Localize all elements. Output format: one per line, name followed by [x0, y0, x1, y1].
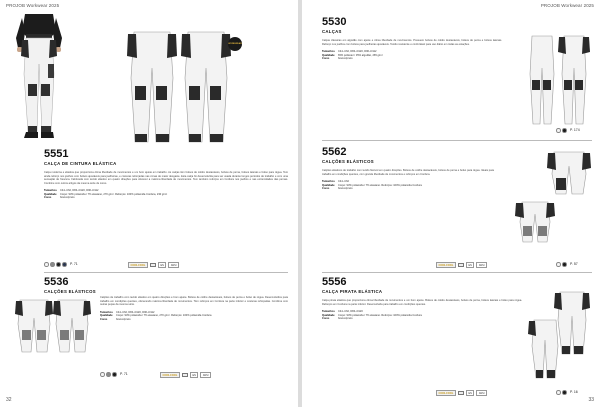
- cert-badges: [436, 262, 487, 268]
- spec-key: Cores: [322, 317, 330, 320]
- color-swatches: [556, 128, 580, 133]
- page-header: PROJOB Workwear 2025: [6, 3, 60, 8]
- page-header: PROJOB Workwear 2025: [540, 3, 594, 8]
- product-code: 5556: [322, 276, 347, 288]
- product-block-5556: [322, 276, 522, 320]
- spec-key: Tamanhos: [322, 180, 335, 184]
- swatch-icon[interactable]: [56, 262, 61, 267]
- product-description: Calções de trabalho com tecido elástico em quatro direções e bom ajuste. Bolsos de coldre destacáveis, bolsos de perna e bolso de régua. Desenvolvidos para trabalho em condições quentes, oferecendo máxima liberdade de movimentos. Têm reforços em Cordura na parte inferior e costuras reforçadas. Combine com outras peças da mesma série.: [100, 296, 288, 307]
- ansi-badge: ANSI: [168, 262, 179, 268]
- spec-key: Qualidade: [322, 183, 335, 187]
- page-number: 33: [588, 397, 594, 403]
- color-swatches: [44, 262, 78, 267]
- swatch-icon[interactable]: [556, 390, 561, 395]
- product-specs: [322, 180, 494, 190]
- logo-text: WORKWEAR: [228, 43, 242, 45]
- spec-value: Corpo: 93% poliamida / 7% elastano, 270 g/m². Reforços: 100% poliamida Cordura, 230 g/m²: [60, 192, 168, 196]
- model-photo: [12, 14, 66, 146]
- spec-value: Corpo: 93% poliamida / 7% elastano, 270 g/m². Reforços: 100% poliamida Cordura: [116, 314, 212, 318]
- certification-icon: [182, 373, 188, 377]
- spec-value: Corpo: 93% poliamida / 7% elastano. Reforços: 100% poliamida Cordura: [338, 183, 422, 187]
- cert-badges: [436, 390, 487, 396]
- spec-key: Cores: [44, 196, 52, 200]
- spec-key: Tamanhos: [322, 50, 335, 54]
- spec-value: Corpo: 93% poliamida / 7% elastano. Reforços: 100% poliamida Cordura: [338, 313, 422, 317]
- product-image-5536: [14, 296, 94, 356]
- shorts-white-icon: [508, 148, 594, 248]
- product-specs: [100, 311, 288, 321]
- product-block-5562: [322, 146, 494, 190]
- product-code: 5562: [322, 146, 347, 158]
- spec-value: branco/preto: [338, 317, 353, 320]
- spec-key: Tamanhos: [322, 310, 335, 314]
- swatch-icon[interactable]: [62, 262, 67, 267]
- page-reference: P. 71: [120, 372, 128, 377]
- pants-white-icon: [528, 290, 594, 382]
- spec-value: 65% poliéster / 35% algodão, 265 g/m²: [338, 53, 383, 57]
- product-image-5556: [528, 290, 594, 382]
- product-description: Calças clássicas em algodão com ajuste e ótima liberdade de movimentos. Possuem bolsos de coldre destacáveis, bolsos de perna e bolsos laterais. Reforço nos joelhos com bolsos para joelheiras ajustáveis. Tecido resistente e confortável para uso diário em todas as estações.: [322, 39, 502, 46]
- divider: [322, 272, 592, 273]
- divider: [44, 272, 288, 273]
- spec-key: Cores: [322, 187, 330, 190]
- en-badge: EN: [466, 390, 474, 396]
- product-name: CALÇÕES ELÁSTICOS: [322, 159, 374, 164]
- en-badge: EN: [158, 262, 166, 268]
- swatch-icon[interactable]: [100, 372, 105, 377]
- spec-value: C44–C62, D84–D120, D96–D112: [60, 189, 99, 193]
- certification-icon: [458, 263, 464, 267]
- ansi-badge: ANSI: [476, 390, 487, 396]
- spec-key: Cores: [100, 317, 108, 321]
- spec-value: C44–C62, D84–D120: [338, 310, 363, 314]
- product-description: Calça moderna e elástica que proporciona ótima liberdade de movimentos e um bom ajuste em trabalho. As calças têm bolsos de coldre destacáveis, bolsos de perna, bolsos laterais e bolso para régua. Tem ainda reforço nos joelhos com bolsos ajustáveis para joelheiras, e costuras reforçadas nas zonas de maior desgaste. Esta calça foi desenvolvida para ser usada durante longos períodos de trabalho e com uma sensação de frescura. Fabricada com tecido elástico em quatro direções para oferecer a máxima liberdade de movimentos. Tem também reforços em Cordura nos joelhos e nas extremidades das pernas. Combine com outros artigos da mesma série de cores.: [44, 171, 288, 185]
- swatch-icon[interactable]: [44, 262, 49, 267]
- en-badge: EN: [466, 262, 474, 268]
- spec-key: Qualidade: [100, 314, 113, 318]
- spec-value: C44–C62: [338, 180, 349, 184]
- color-swatches: [100, 372, 128, 377]
- spec-key: Tamanhos: [100, 310, 113, 314]
- model-figure-icon: [12, 14, 66, 146]
- product-specs: [322, 310, 522, 320]
- cert-badges: [160, 372, 211, 378]
- page-number: 32: [6, 397, 12, 403]
- spec-key: Qualidade: [322, 313, 335, 317]
- certification-icon: [458, 391, 464, 395]
- color-swatches: [556, 390, 578, 395]
- spec-key: Qualidade: [322, 53, 335, 57]
- en-badge: EN: [190, 372, 198, 378]
- product-description: Calça pirata elástica que proporciona ótima liberdade de movimentos e um bom ajuste. Bolsos de coldre destacáveis, bolsos de perna, bolsos laterais e bolso para régua. Reforços em Cordura na parte inferior. Desenvolvida para trabalho em condições quentes.: [322, 299, 522, 306]
- spec-key: Qualidade: [44, 192, 57, 196]
- product-code: 5536: [44, 276, 69, 288]
- product-block-5536: [44, 276, 288, 294]
- product-text-5536: [100, 296, 288, 321]
- spec-value: branco/preto: [338, 187, 353, 190]
- swatch-icon[interactable]: [562, 262, 567, 267]
- product-block-5551: [44, 148, 288, 200]
- product-block-5530: [322, 16, 502, 60]
- product-code: 5551: [44, 148, 69, 160]
- swatch-icon[interactable]: [50, 262, 55, 267]
- swatch-icon[interactable]: [562, 128, 567, 133]
- ansi-badge: ANSI: [200, 372, 211, 378]
- cert-badges: [128, 262, 179, 268]
- coolcool-badge: COOLCOOL: [436, 390, 456, 396]
- color-swatches: [556, 262, 578, 267]
- product-image-5562: [508, 148, 594, 248]
- page-reference: P. 71: [70, 262, 78, 267]
- spec-key: Cores: [322, 57, 330, 60]
- product-specs: [322, 50, 502, 60]
- spec-key: Tamanhos: [44, 189, 57, 193]
- product-specs: [44, 189, 288, 199]
- right-page: [302, 0, 600, 407]
- product-name: CALÇÕES ELÁSTICOS: [44, 289, 96, 294]
- coolcool-badge: COOLCOOL: [436, 262, 456, 268]
- product-image-5551: [118, 28, 238, 148]
- ansi-badge: ANSI: [476, 262, 487, 268]
- coolcool-badge: COOLCOOL: [160, 372, 180, 378]
- swatch-icon[interactable]: [112, 372, 117, 377]
- certification-icon: [150, 263, 156, 267]
- shorts-white-icon: [14, 296, 94, 356]
- product-description: Calções elásticos de trabalho com tecido flexível em quatro direções. Bolsos de coldre destacáveis, bolsos de perna e bolso para régua. Ideais para trabalho em condições quentes, com grande liberdade de movimentos e reforços em Cordura.: [322, 169, 494, 176]
- spec-value: branco/preto: [116, 317, 131, 321]
- spec-value: C44–C62, D84–D120, D96–D112: [116, 310, 155, 314]
- page-reference: P. 174: [570, 128, 580, 133]
- swatch-icon[interactable]: [106, 372, 111, 377]
- product-name: CALÇA DE CINTURA ELÁSTICA: [44, 161, 117, 166]
- pants-white-icon: [118, 28, 238, 148]
- spec-value: branco/preto: [60, 196, 75, 200]
- swatch-icon[interactable]: [556, 128, 561, 133]
- swatch-icon[interactable]: [562, 390, 567, 395]
- page-reference: P. 16: [570, 390, 578, 395]
- coolcool-badge: COOLCOOL: [128, 262, 148, 268]
- product-name: CALÇA PIRATA ELÁSTICA: [322, 289, 383, 294]
- spec-value: branco/preto: [338, 57, 353, 60]
- product-name: CALÇAS: [322, 29, 342, 34]
- spec-value: C44–C62, D84–D120, D96–D112: [338, 50, 377, 54]
- page-reference: P. 57: [570, 262, 578, 267]
- product-code: 5530: [322, 16, 347, 28]
- swatch-icon[interactable]: [556, 262, 561, 267]
- left-page: [0, 0, 298, 407]
- divider: [322, 140, 592, 141]
- brand-logo: [228, 37, 242, 51]
